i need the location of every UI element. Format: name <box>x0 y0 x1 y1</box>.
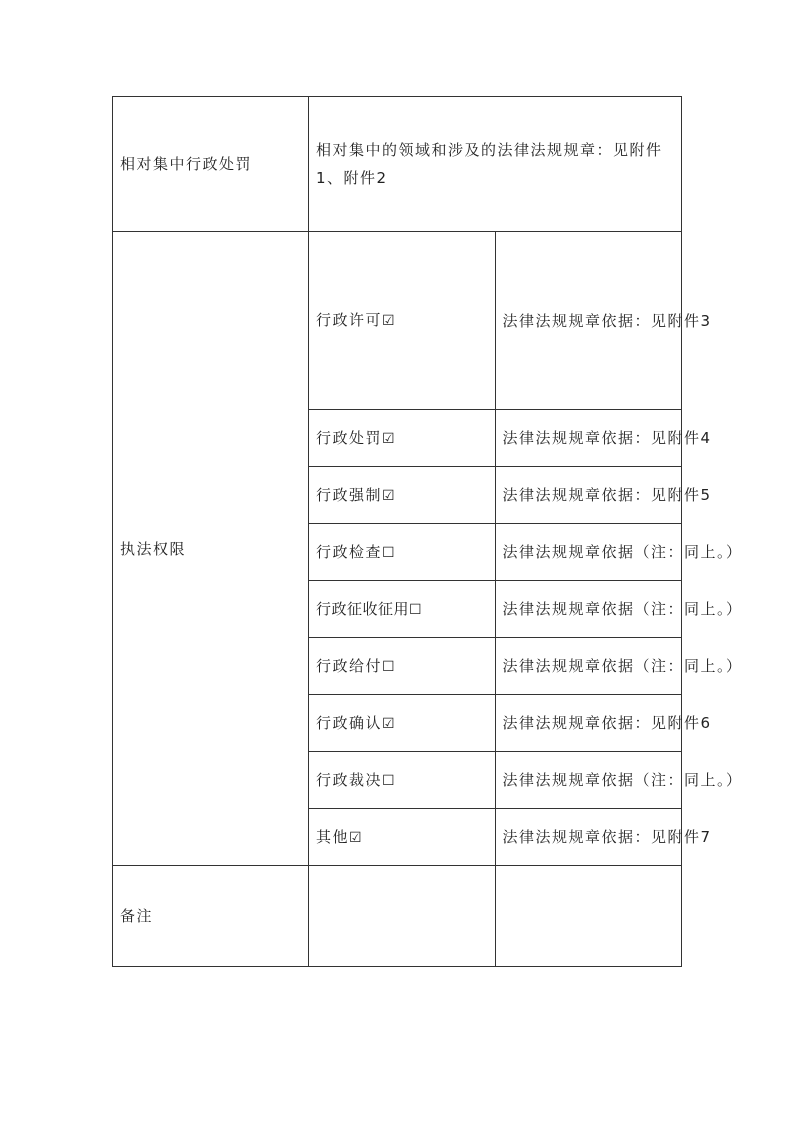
item-basis: 法律法规规章依据（注：同上。） <box>495 581 682 638</box>
scope-content: 相对集中的领域和涉及的法律法规规章：见附件1、附件2 <box>309 97 682 232</box>
item-basis: 法律法规规章依据：见附件5 <box>495 467 682 524</box>
item-basis: 法律法规规章依据：见附件4 <box>495 410 682 467</box>
item-name-cell <box>309 524 496 581</box>
item-name-cell <box>309 638 496 695</box>
item-name: 行政给付 <box>316 656 383 675</box>
checkbox-unchecked-icon: ☐ <box>409 601 422 618</box>
item-name-cell <box>309 581 496 638</box>
table-row <box>113 232 682 410</box>
scope-label: 相对集中行政处罚 <box>113 97 309 232</box>
item-basis: 法律法规规章依据（注：同上。） <box>495 638 682 695</box>
item-basis: 法律法规规章依据（注：同上。） <box>495 752 682 809</box>
remarks-label: 备注 <box>113 866 309 967</box>
item-name-cell <box>309 467 496 524</box>
checkbox-unchecked-icon: ☐ <box>382 772 395 789</box>
item-name-cell <box>309 752 496 809</box>
authority-label: 执法权限 <box>113 232 309 866</box>
authority-table <box>112 96 743 967</box>
checkbox-unchecked-icon: ☐ <box>382 658 395 675</box>
checkbox-unchecked-icon: ☐ <box>382 544 395 561</box>
checkbox-checked-icon: ☑ <box>382 487 395 504</box>
item-basis: 法律法规规章依据：见附件7 <box>495 809 682 866</box>
table-row <box>113 866 682 967</box>
item-name: 行政许可 <box>316 311 383 329</box>
table-row <box>113 97 682 232</box>
item-name-cell <box>309 410 496 467</box>
item-name: 行政检查 <box>316 542 383 561</box>
item-name: 行政裁决 <box>316 770 383 789</box>
remarks-empty-cell <box>309 866 496 967</box>
item-basis: 法律法规规章依据（注：同上。） <box>495 524 682 581</box>
item-name-cell <box>309 232 496 410</box>
item-name-cell <box>309 809 496 866</box>
item-name: 行政征收征用 <box>316 599 410 618</box>
checkbox-checked-icon: ☑ <box>382 313 395 329</box>
item-name: 其他 <box>316 827 350 846</box>
item-name: 行政强制 <box>316 485 383 504</box>
item-name: 行政确认 <box>316 713 383 732</box>
item-basis: 法律法规规章依据：见附件3 <box>495 232 682 410</box>
checkbox-checked-icon: ☑ <box>349 829 362 846</box>
checkbox-checked-icon: ☑ <box>382 715 395 732</box>
item-name: 行政处罚 <box>316 428 383 447</box>
item-name-cell <box>309 695 496 752</box>
remarks-empty-cell <box>495 866 682 967</box>
checkbox-checked-icon: ☑ <box>382 430 395 447</box>
item-basis: 法律法规规章依据：见附件6 <box>495 695 682 752</box>
